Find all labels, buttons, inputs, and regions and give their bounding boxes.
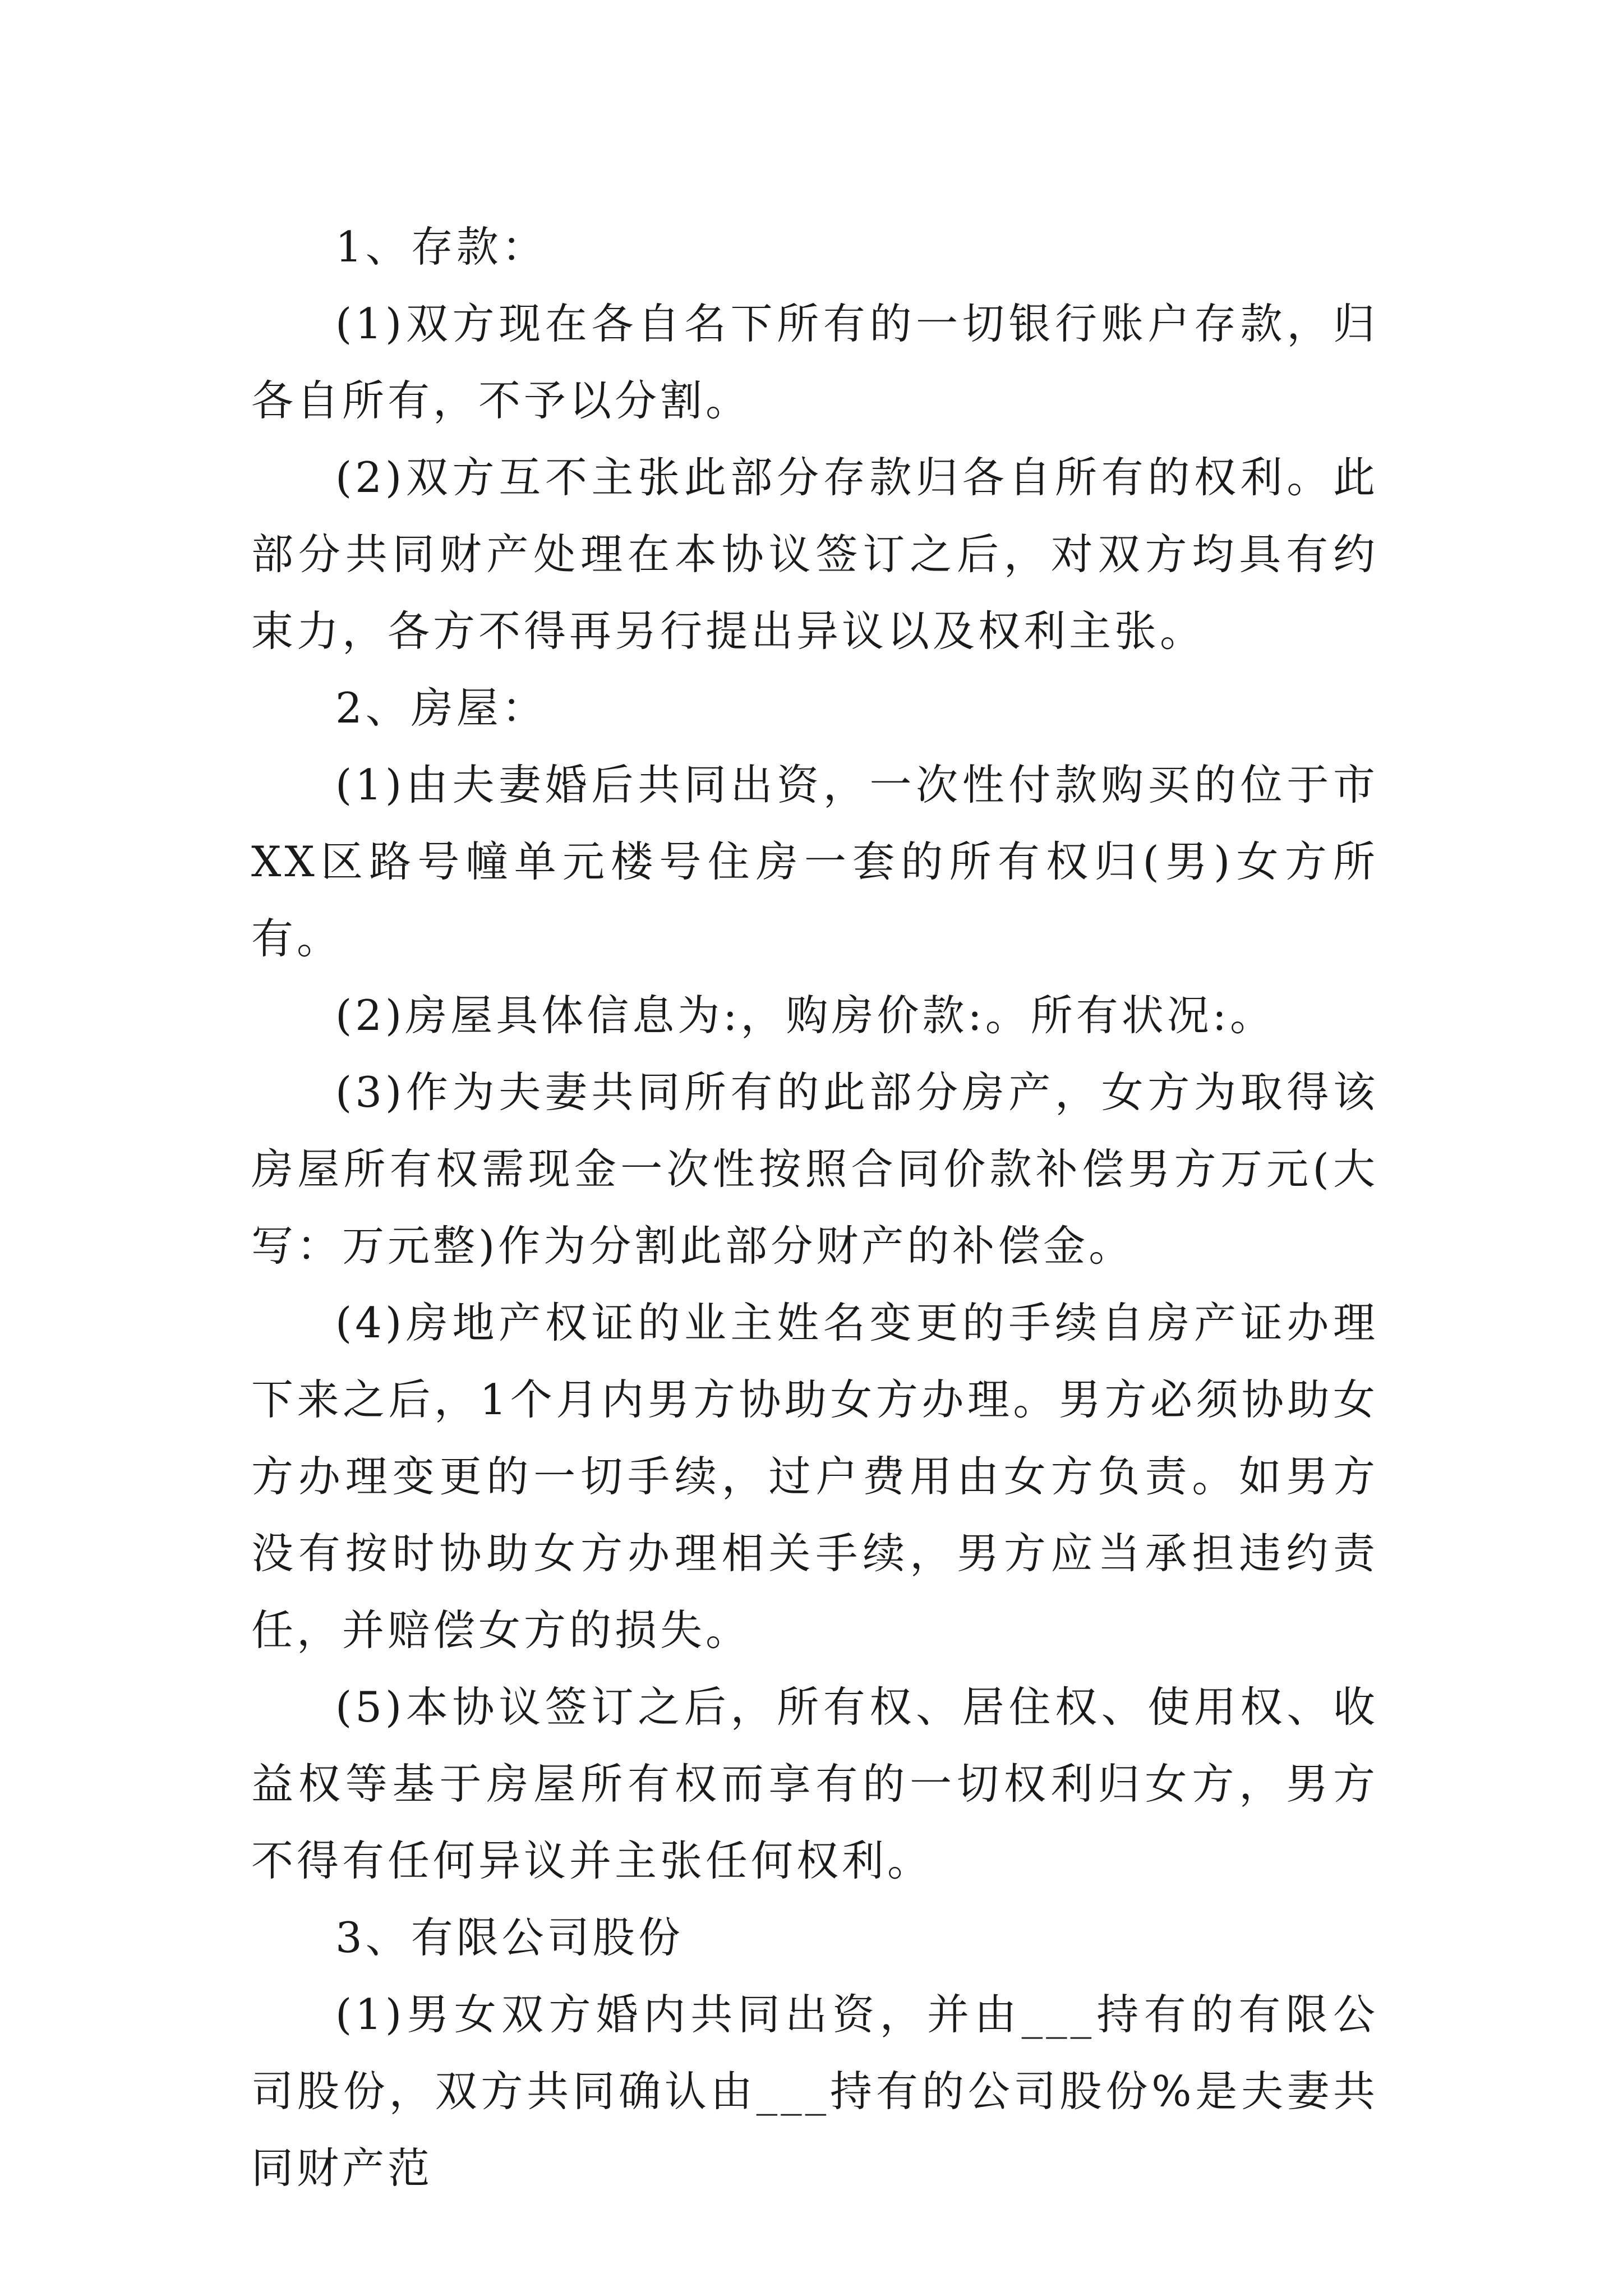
paragraph-house-clause-3: (3)作为夫妻共同所有的此部分房产，女方为取得该房屋所有权需现金一次性按照合同价款补偿男方万元(大写：万元整)作为分割此部分财产的补偿金。 [251, 1068, 1378, 1271]
paragraph-deposits-clause-2: (2)双方互不主张此部分存款归各自所有的权利。此部分共同财产处理在本协议签订之后，对双方均具有约束力，各方不得再另行提出异议以及权利主张。 [251, 453, 1378, 656]
paragraph-house-clause-1: (1)由夫妻婚后共同出资，一次性付款购买的位于市XX区路号幢单元楼号住房一套的所有权归(男)女方所有。 [251, 760, 1378, 963]
paragraph-house-clause-4: (4)房地产权证的业主姓名变更的手续自房产证办理下来之后，1个月内男方协助女方办理。男方必须协助女方办理变更的一切手续，过户费用由女方负责。如男方没有按时协助女方办理相关手续，男方应当承担违约责任，并赔偿女方的损失。 [251, 1298, 1378, 1655]
paragraph-house-heading: 2、房屋： [335, 683, 547, 733]
paragraph-shares-heading: 3、有限公司股份 [335, 1913, 684, 1962]
paragraph-house-clause-2: (2)房屋具体信息为:，购房价款:。所有状况:。 [335, 991, 1276, 1040]
document-body [251, 209, 1378, 2207]
paragraph-shares-clause-1: (1)男女双方婚内共同出资，并由___持有的有限公司股份，双方共同确认由___持有的公司股份%是夫妻共同财产范 [251, 1990, 1379, 2193]
paragraph-deposits-clause-1: (1)双方现在各自名下所有的一切银行账户存款，归各自所有，不予以分割。 [251, 299, 1378, 425]
paragraph-house-clause-5: (5)本协议签订之后，所有权、居住权、使用权、收益权等基于房屋所有权而享有的一切权利归女方，男方不得有任何异议并主张任何权利。 [251, 1682, 1378, 1885]
paragraph-deposits-heading: 1、存款： [335, 222, 547, 272]
